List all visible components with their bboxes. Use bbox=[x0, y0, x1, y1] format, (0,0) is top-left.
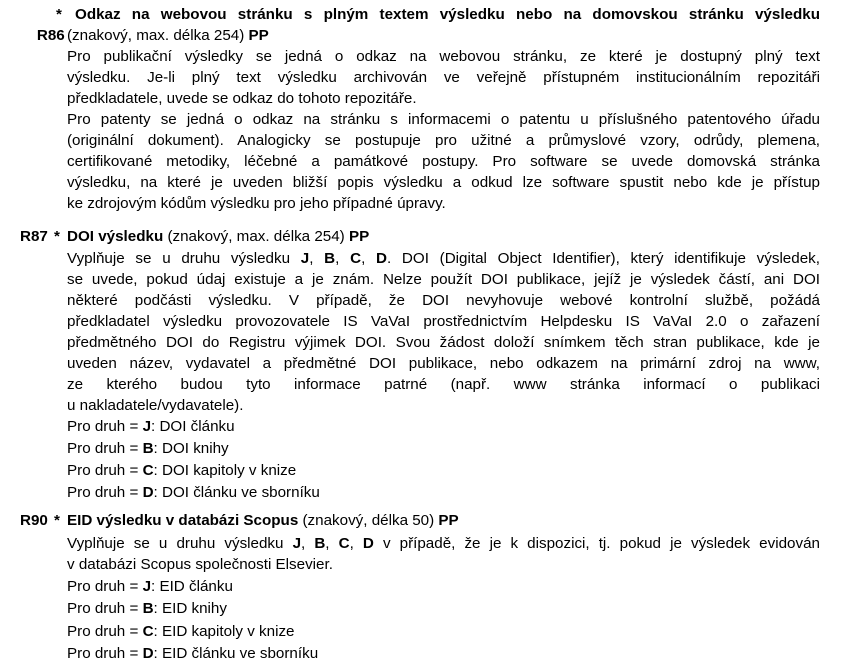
druh-value: : DOI článku ve sborníku bbox=[153, 484, 320, 501]
druh-label: Pro druh = bbox=[67, 418, 143, 435]
spec-text: (znakový, délka 50) bbox=[298, 512, 439, 529]
druh-letter: D bbox=[142, 484, 154, 501]
paragraph-line bbox=[67, 533, 820, 554]
paragraph-line: Pro patenty se jedná o odkaz na stránku s informacemi o patentu u příslušného patentového úřadu bbox=[67, 111, 820, 128]
separator: , bbox=[349, 535, 363, 552]
druh-letter: J bbox=[292, 535, 302, 552]
item-title: DOI výsledku bbox=[67, 228, 164, 245]
druh-letter: B bbox=[324, 250, 336, 267]
druh-value: : DOI kapitoly v knize bbox=[153, 462, 297, 479]
druh-value: : EID článku bbox=[151, 578, 233, 595]
druh-value: : DOI knihy bbox=[153, 440, 229, 457]
druh-value: : EID kapitoly v knize bbox=[153, 623, 295, 640]
item-title-line bbox=[67, 226, 369, 247]
druh-letter: C bbox=[350, 250, 362, 267]
druh-label: Pro druh = bbox=[67, 623, 143, 640]
druh-letter: D bbox=[142, 645, 154, 662]
spec-pp: PP bbox=[438, 512, 459, 529]
spec-pp: PP bbox=[248, 27, 269, 44]
paragraph-line: některé podčásti výsledku. V případě, že DOI nevyhovuje webové kontrolní službě, požádá bbox=[67, 292, 820, 309]
paragraph-line: uveden název, vydavatel a předmětné DOI publikace, nebo odkazem na primární zdroj na www, bbox=[67, 355, 820, 372]
paragraph-line: Pro publikační výsledky se jedná o odkaz na webovou stránku, ze které je dostupný plný text bbox=[67, 48, 820, 65]
intro-text: Vyplňuje se u druhu výsledku bbox=[67, 250, 301, 267]
paragraph-line: výsledku, na které je uveden bližší popis výsledku a odkud lze software spustit nebo kde je přístup bbox=[67, 174, 820, 191]
druh-letter: D bbox=[376, 250, 387, 267]
intro-text: Vyplňuje se u druhu výsledku bbox=[67, 535, 293, 552]
paragraph-line: ze kterého budou tyto informace patrné (např. www stránka informací o publikaci bbox=[67, 376, 820, 393]
paragraph-line: ke zdrojovým kódům výsledku pro jeho případné úpravy. bbox=[67, 195, 446, 212]
druh-letter: D bbox=[362, 535, 374, 552]
druh-letter: C bbox=[338, 535, 350, 552]
paragraph-line: v databázi Scopus společnosti Elsevier. bbox=[67, 556, 333, 573]
required-star: * bbox=[54, 512, 60, 529]
druh-item bbox=[67, 416, 235, 437]
druh-value: : EID článku ve sborníku bbox=[153, 645, 319, 662]
druh-item bbox=[67, 576, 233, 597]
druh-label: Pro druh = bbox=[67, 578, 143, 595]
paragraph-line: předkladatel výsledku provozovatele IS VaVaI prostřednictvím Helpdesku IS VaVaI 2.0 o zařazení bbox=[67, 313, 820, 330]
druh-item bbox=[67, 598, 227, 619]
druh-letter: J bbox=[142, 418, 152, 435]
druh-value: : EID knihy bbox=[153, 600, 227, 617]
paragraph-line: certifikované metodiky, léčebné a památkové postupy. Pro software se uvede domovská stránka bbox=[67, 153, 820, 170]
druh-letter: C bbox=[142, 462, 154, 479]
separator: , bbox=[301, 535, 315, 552]
druh-value: : DOI článku bbox=[151, 418, 235, 435]
separator: , bbox=[309, 250, 325, 267]
separator: , bbox=[325, 535, 339, 552]
druh-letter: B bbox=[314, 535, 326, 552]
druh-item bbox=[67, 460, 296, 481]
paragraph-line: výsledku. Je-li plný text výsledku archivován ve veřejně přístupném institucionálním repozitáři bbox=[67, 69, 820, 86]
paragraph-line: se uvede, pokud údaj existuje a je znám. Nelze použít DOI publikace, jejíž je výsledek částí, ani DOI bbox=[67, 271, 820, 288]
intro-text: v případě, že je k dispozici, tj. pokud je výsledek evidován bbox=[373, 535, 820, 552]
item-code: R90 bbox=[20, 512, 48, 529]
spec-text: (znakový, max. délka 254) bbox=[67, 27, 249, 44]
paragraph-line: předmětného DOI do Registru výjimek DOI. Svou žádost doloží snímkem těch stran publikace, kde je bbox=[67, 334, 820, 351]
required-star: * bbox=[54, 228, 60, 245]
druh-letter: B bbox=[142, 440, 154, 457]
druh-label: Pro druh = bbox=[67, 645, 143, 662]
intro-text: . DOI (Digital Object Identifier), který identifikuje výsledek, bbox=[386, 250, 820, 267]
druh-label: Pro druh = bbox=[67, 462, 143, 479]
item-code: R87 bbox=[20, 228, 48, 245]
item-title-line bbox=[67, 510, 459, 531]
paragraph-line: předkladatele, uvede se odkaz do tohoto repozitáře. bbox=[67, 90, 417, 107]
paragraph-line: (originální dokument). Analogicky se postupuje pro užitné a průmyslové vzory, odrůdy, plemena, bbox=[67, 132, 820, 149]
separator: , bbox=[361, 250, 377, 267]
item-spec bbox=[67, 25, 269, 46]
paragraph-line bbox=[67, 248, 820, 269]
code-text: R86 bbox=[36, 27, 65, 44]
item-title: Odkaz na webovou stránku s plným textem výsledku nebo na domovskou stránku výsledku bbox=[75, 6, 820, 23]
druh-letter: B bbox=[142, 600, 154, 617]
druh-item bbox=[67, 621, 295, 642]
spec-text: (znakový, max. délka 254) bbox=[163, 228, 349, 245]
separator: , bbox=[335, 250, 351, 267]
druh-label: Pro druh = bbox=[67, 484, 143, 501]
item-title: EID výsledku v databázi Scopus bbox=[67, 512, 299, 529]
druh-item bbox=[67, 482, 320, 503]
paragraph-line: u nakladatele/vydavatele). bbox=[67, 397, 244, 414]
druh-label: Pro druh = bbox=[67, 600, 143, 617]
druh-label: Pro druh = bbox=[67, 440, 143, 457]
druh-letter: J bbox=[300, 250, 310, 267]
druh-letter: J bbox=[142, 578, 152, 595]
druh-item bbox=[67, 438, 229, 459]
spec-pp: PP bbox=[348, 228, 370, 245]
druh-letter: C bbox=[142, 623, 154, 640]
required-star: * bbox=[56, 6, 62, 23]
druh-item bbox=[67, 643, 318, 664]
